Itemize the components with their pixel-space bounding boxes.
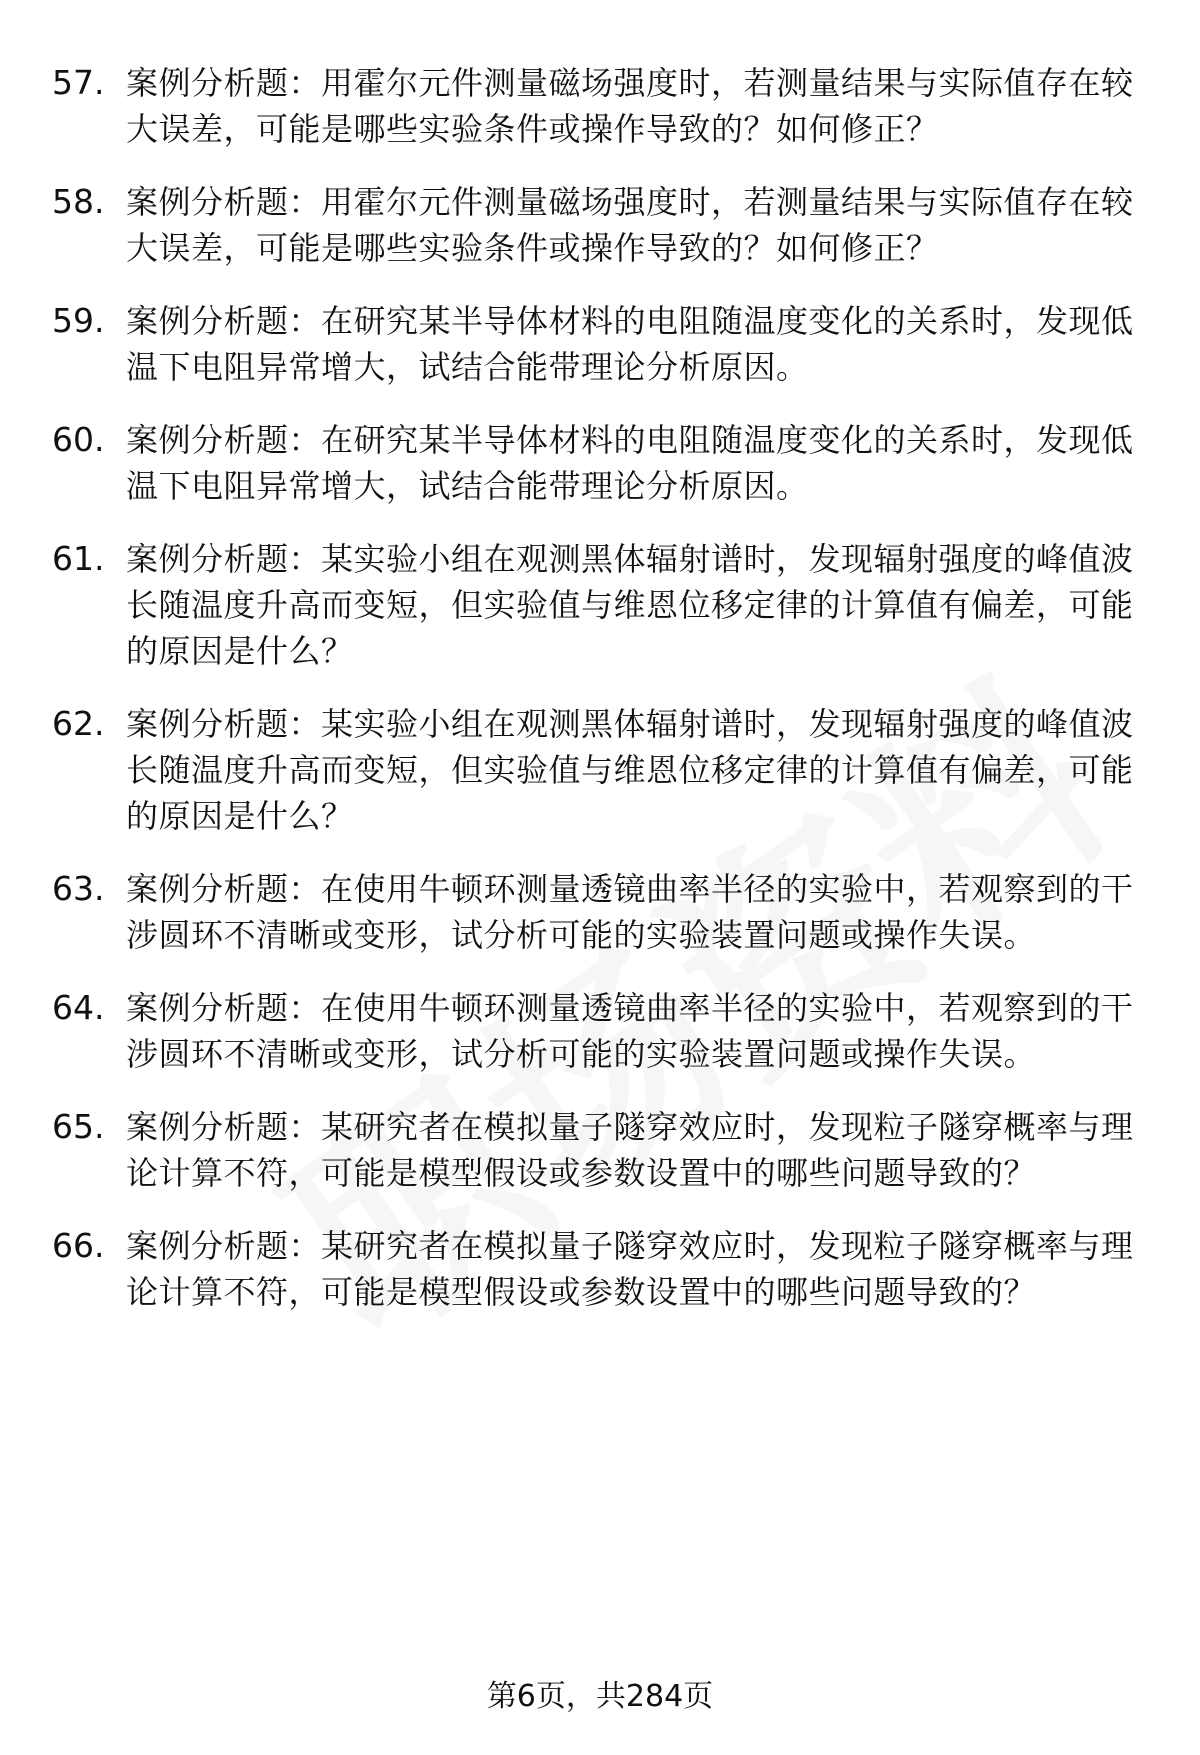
question-text: 案例分析题：某研究者在模拟量子隧穿效应时，发现粒子隧穿概率与理论计算不符，可能是模型假设或参数设置中的哪些问题导致的？ [126, 1227, 1134, 1311]
question-item [52, 1223, 1152, 1315]
question-number: 66. [52, 1226, 105, 1265]
question-item [52, 701, 1152, 839]
question-number: 64. [52, 988, 105, 1027]
question-number: 57. [52, 63, 105, 102]
question-text: 案例分析题：用霍尔元件测量磁场强度时，若测量结果与实际值存在较大误差，可能是哪些实验条件或操作导致的？如何修正？ [126, 64, 1134, 148]
question-text: 案例分析题：某实验小组在观测黑体辐射谱时，发现辐射强度的峰值波长随温度升高而变短，但实验值与维恩位移定律的计算值有偏差，可能的原因是什么？ [126, 540, 1134, 670]
question-text: 案例分析题：在使用牛顿环测量透镜曲率半径的实验中，若观察到的干涉圆环不清晰或变形，试分析可能的实验装置问题或操作失误。 [126, 870, 1134, 954]
question-number: 59. [52, 301, 105, 340]
question-text: 案例分析题：用霍尔元件测量磁场强度时，若测量结果与实际值存在较大误差，可能是哪些实验条件或操作导致的？如何修正？ [126, 183, 1134, 267]
question-number: 62. [52, 704, 105, 743]
question-item [52, 298, 1152, 390]
question-item [52, 60, 1152, 152]
question-text: 案例分析题：某实验小组在观测黑体辐射谱时，发现辐射强度的峰值波长随温度升高而变短，但实验值与维恩位移定律的计算值有偏差，可能的原因是什么？ [126, 705, 1134, 835]
question-list [52, 60, 1152, 1342]
question-text: 案例分析题：在研究某半导体材料的电阻随温度变化的关系时，发现低温下电阻异常增大，试结合能带理论分析原因。 [126, 421, 1134, 505]
question-text: 案例分析题：在研究某半导体材料的电阻随温度变化的关系时，发现低温下电阻异常增大，试结合能带理论分析原因。 [126, 302, 1134, 386]
question-item [52, 1104, 1152, 1196]
question-text: 案例分析题：某研究者在模拟量子隧穿效应时，发现粒子隧穿概率与理论计算不符，可能是模型假设或参数设置中的哪些问题导致的？ [126, 1108, 1134, 1192]
question-number: 65. [52, 1107, 105, 1146]
question-number: 61. [52, 539, 105, 578]
question-item [52, 866, 1152, 958]
question-item [52, 179, 1152, 271]
question-number: 58. [52, 182, 105, 221]
question-item [52, 985, 1152, 1077]
question-item [52, 417, 1152, 509]
question-text: 案例分析题：在使用牛顿环测量透镜曲率半径的实验中，若观察到的干涉圆环不清晰或变形，试分析可能的实验装置问题或操作失误。 [126, 989, 1134, 1073]
question-number: 63. [52, 869, 105, 908]
question-item [52, 536, 1152, 674]
question-number: 60. [52, 420, 105, 459]
page-number-footer: 第6页，共284页 [486, 1679, 714, 1714]
